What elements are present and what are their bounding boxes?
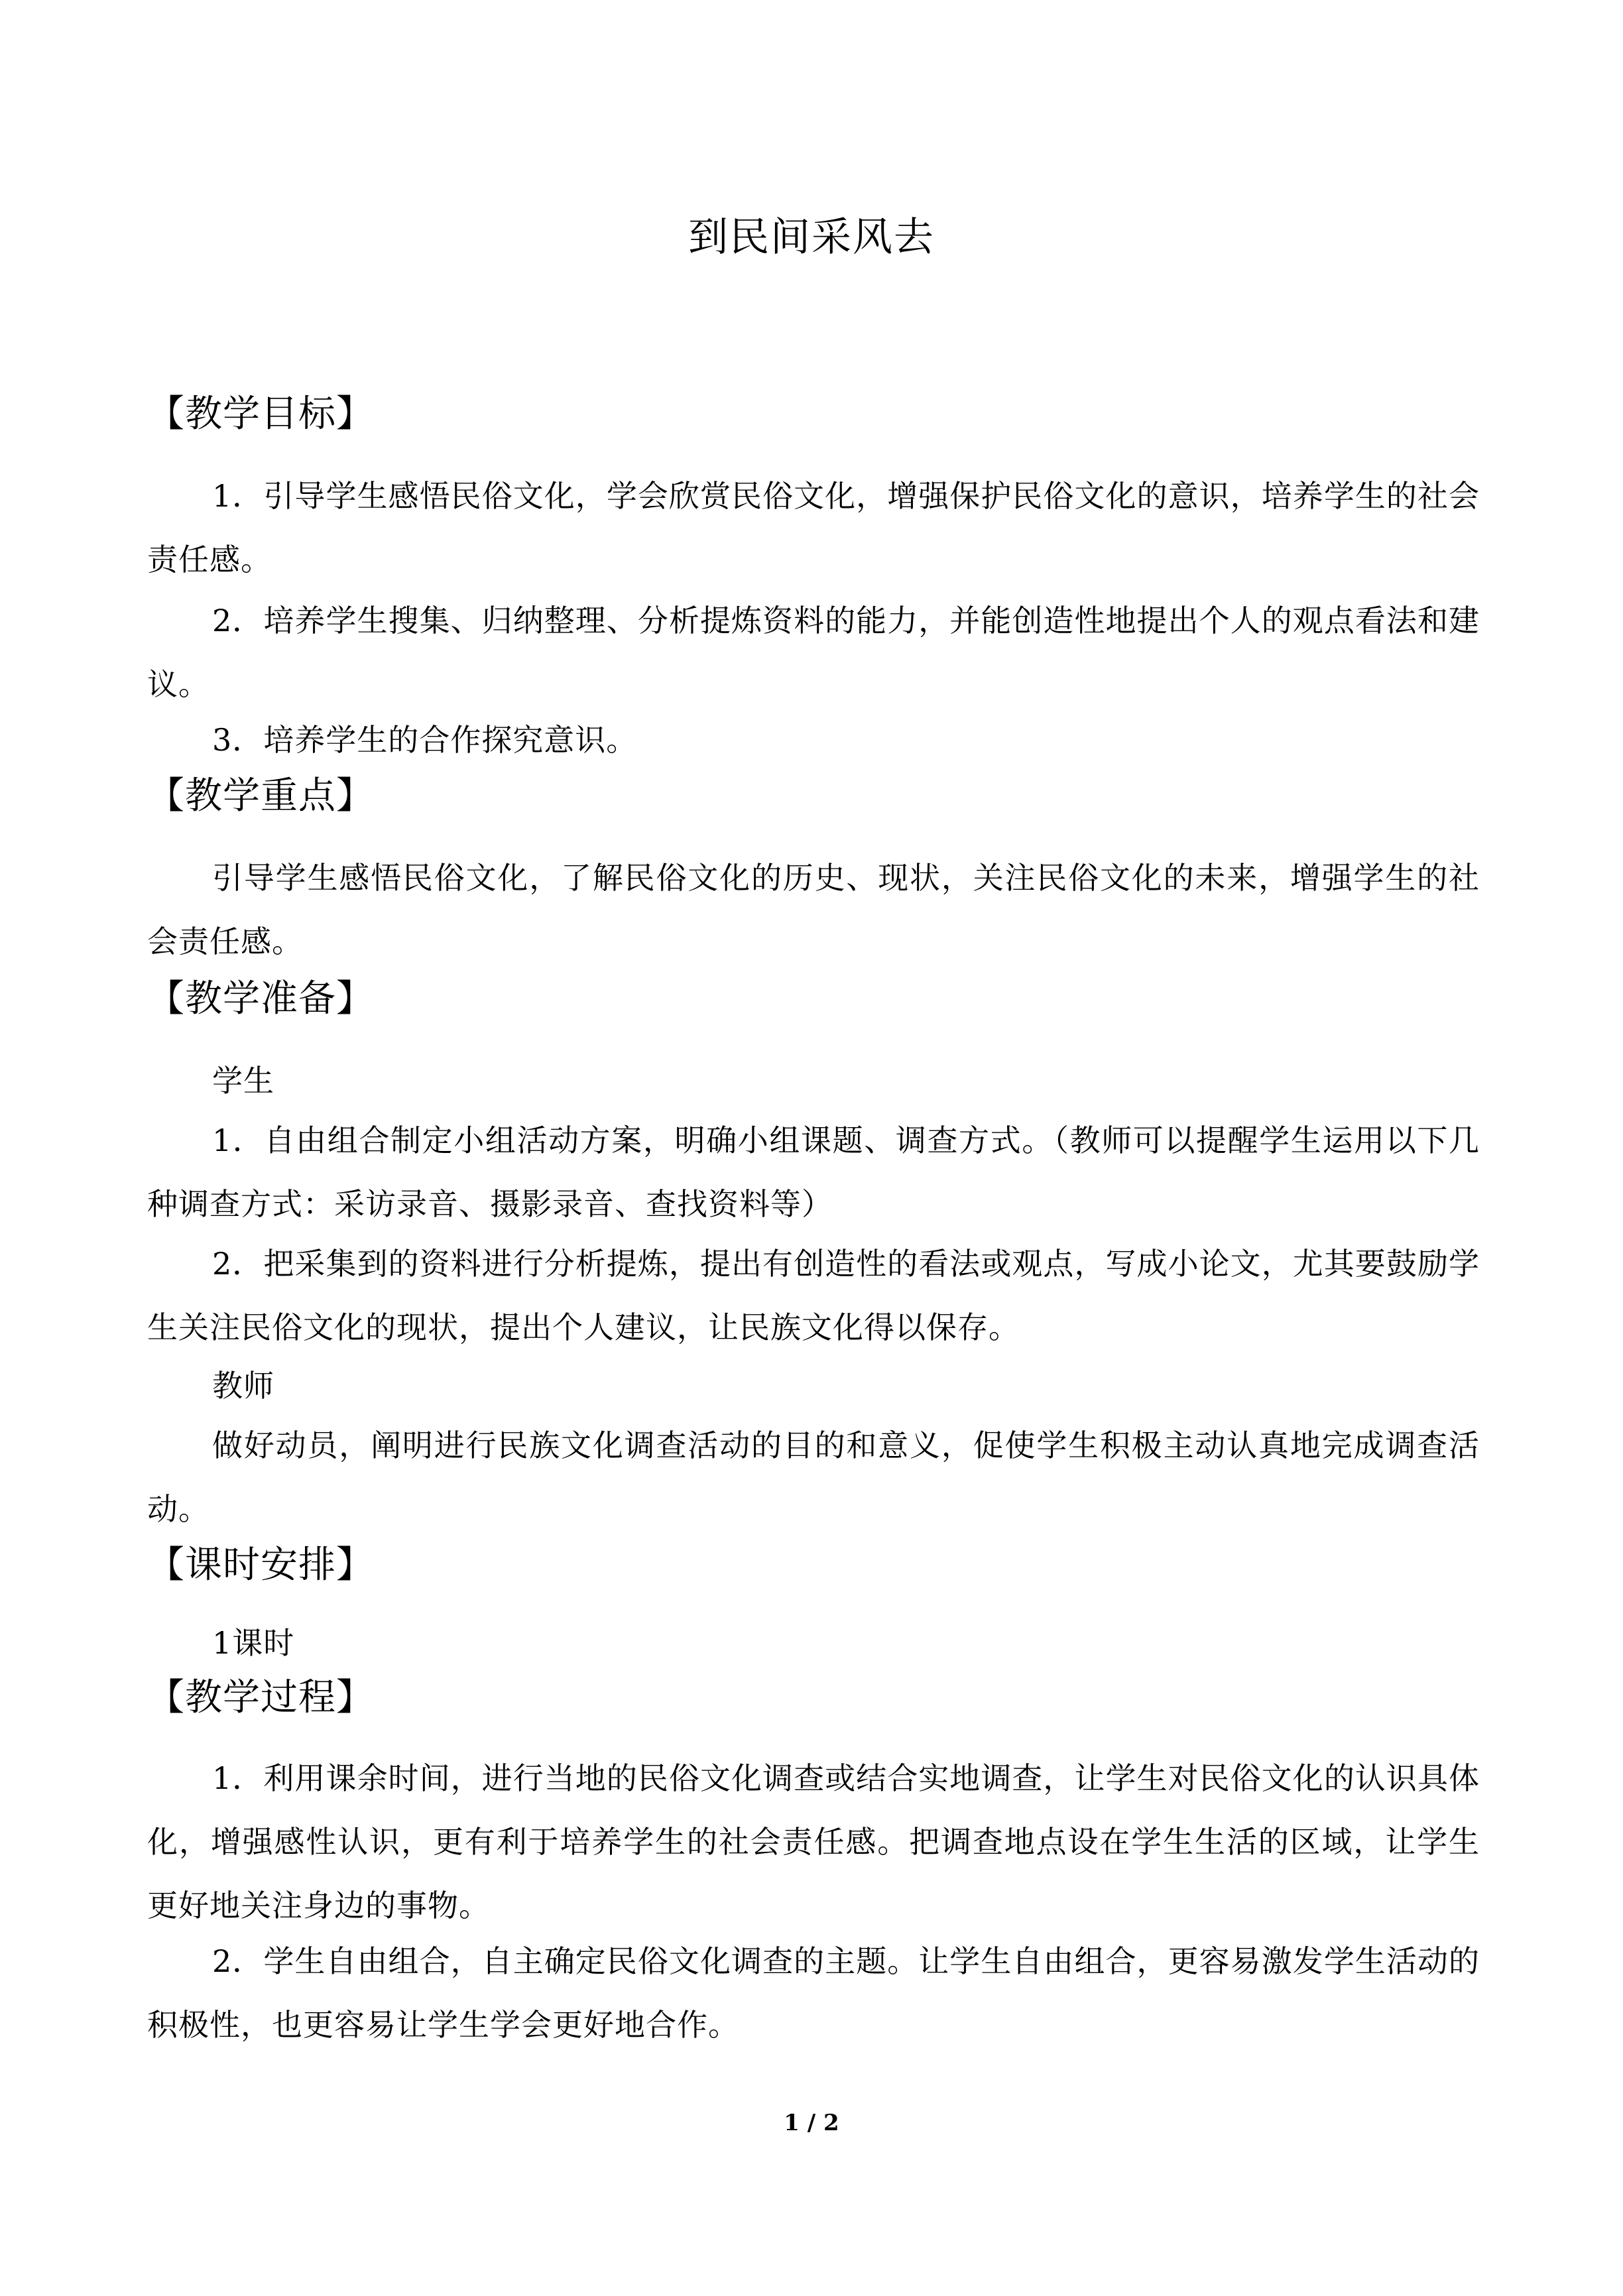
- preparation-paragraph-1: 1．自由组合制定小组活动方案，明确小组课题、调查方式。（教师可以提醒学生运用以下几种调查方式：采访录音、摄影录音、查找资料等）: [147, 1122, 1480, 1222]
- document-title: 到民间采风去: [688, 214, 935, 261]
- section-heading-preparation: 【教学准备】: [147, 977, 374, 1020]
- preparation-paragraph-2: 2．把采集到的资料进行分析提炼，提出有创造性的看法或观点，写成小论文，尤其要鼓励学生关注民俗文化的现状，提出个人建议，让民族文化得以保存。: [147, 1246, 1480, 1345]
- section-heading-objectives: 【教学目标】: [147, 393, 374, 436]
- section-heading-schedule: 【课时安排】: [147, 1543, 374, 1587]
- objective-paragraph-2: 2．培养学生搜集、归纳整理、分析提炼资料的能力，并能创造性地提出个人的观点看法和建议。: [147, 603, 1480, 702]
- preparation-teacher-label: 教师: [212, 1368, 274, 1404]
- objective-paragraph-3: 3．培养学生的合作探究意识。: [212, 722, 638, 758]
- preparation-students-label: 学生: [212, 1063, 274, 1099]
- key-points-paragraph: 引导学生感悟民俗文化，了解民俗文化的历史、现状，关注民俗文化的未来，增强学生的社会责任感。: [147, 860, 1480, 959]
- schedule-paragraph: 1课时: [212, 1625, 295, 1661]
- process-paragraph-2: 2．学生自由组合，自主确定民俗文化调查的主题。让学生自由组合，更容易激发学生活动的积极性，也更容易让学生学会更好地合作。: [147, 1943, 1480, 2043]
- objective-paragraph-1: 1．引导学生感悟民俗文化，学会欣赏民俗文化，增强保护民俗文化的意识，培养学生的社会责任感。: [147, 478, 1480, 577]
- section-heading-key-points: 【教学重点】: [147, 774, 374, 817]
- page-number: 1 / 2: [784, 2110, 839, 2136]
- section-heading-process: 【教学过程】: [147, 1676, 374, 1719]
- preparation-paragraph-3: 做好动员，阐明进行民族文化调查活动的目的和意义，促使学生积极主动认真地完成调查活动。: [147, 1427, 1480, 1527]
- process-paragraph-1: 1．利用课余时间，进行当地的民俗文化调查或结合实地调查，让学生对民俗文化的认识具体化，增强感性认识，更有利于培养学生的社会责任感。把调查地点设在学生生活的区域，让学生更好地关注身边的事物。: [147, 1760, 1480, 1923]
